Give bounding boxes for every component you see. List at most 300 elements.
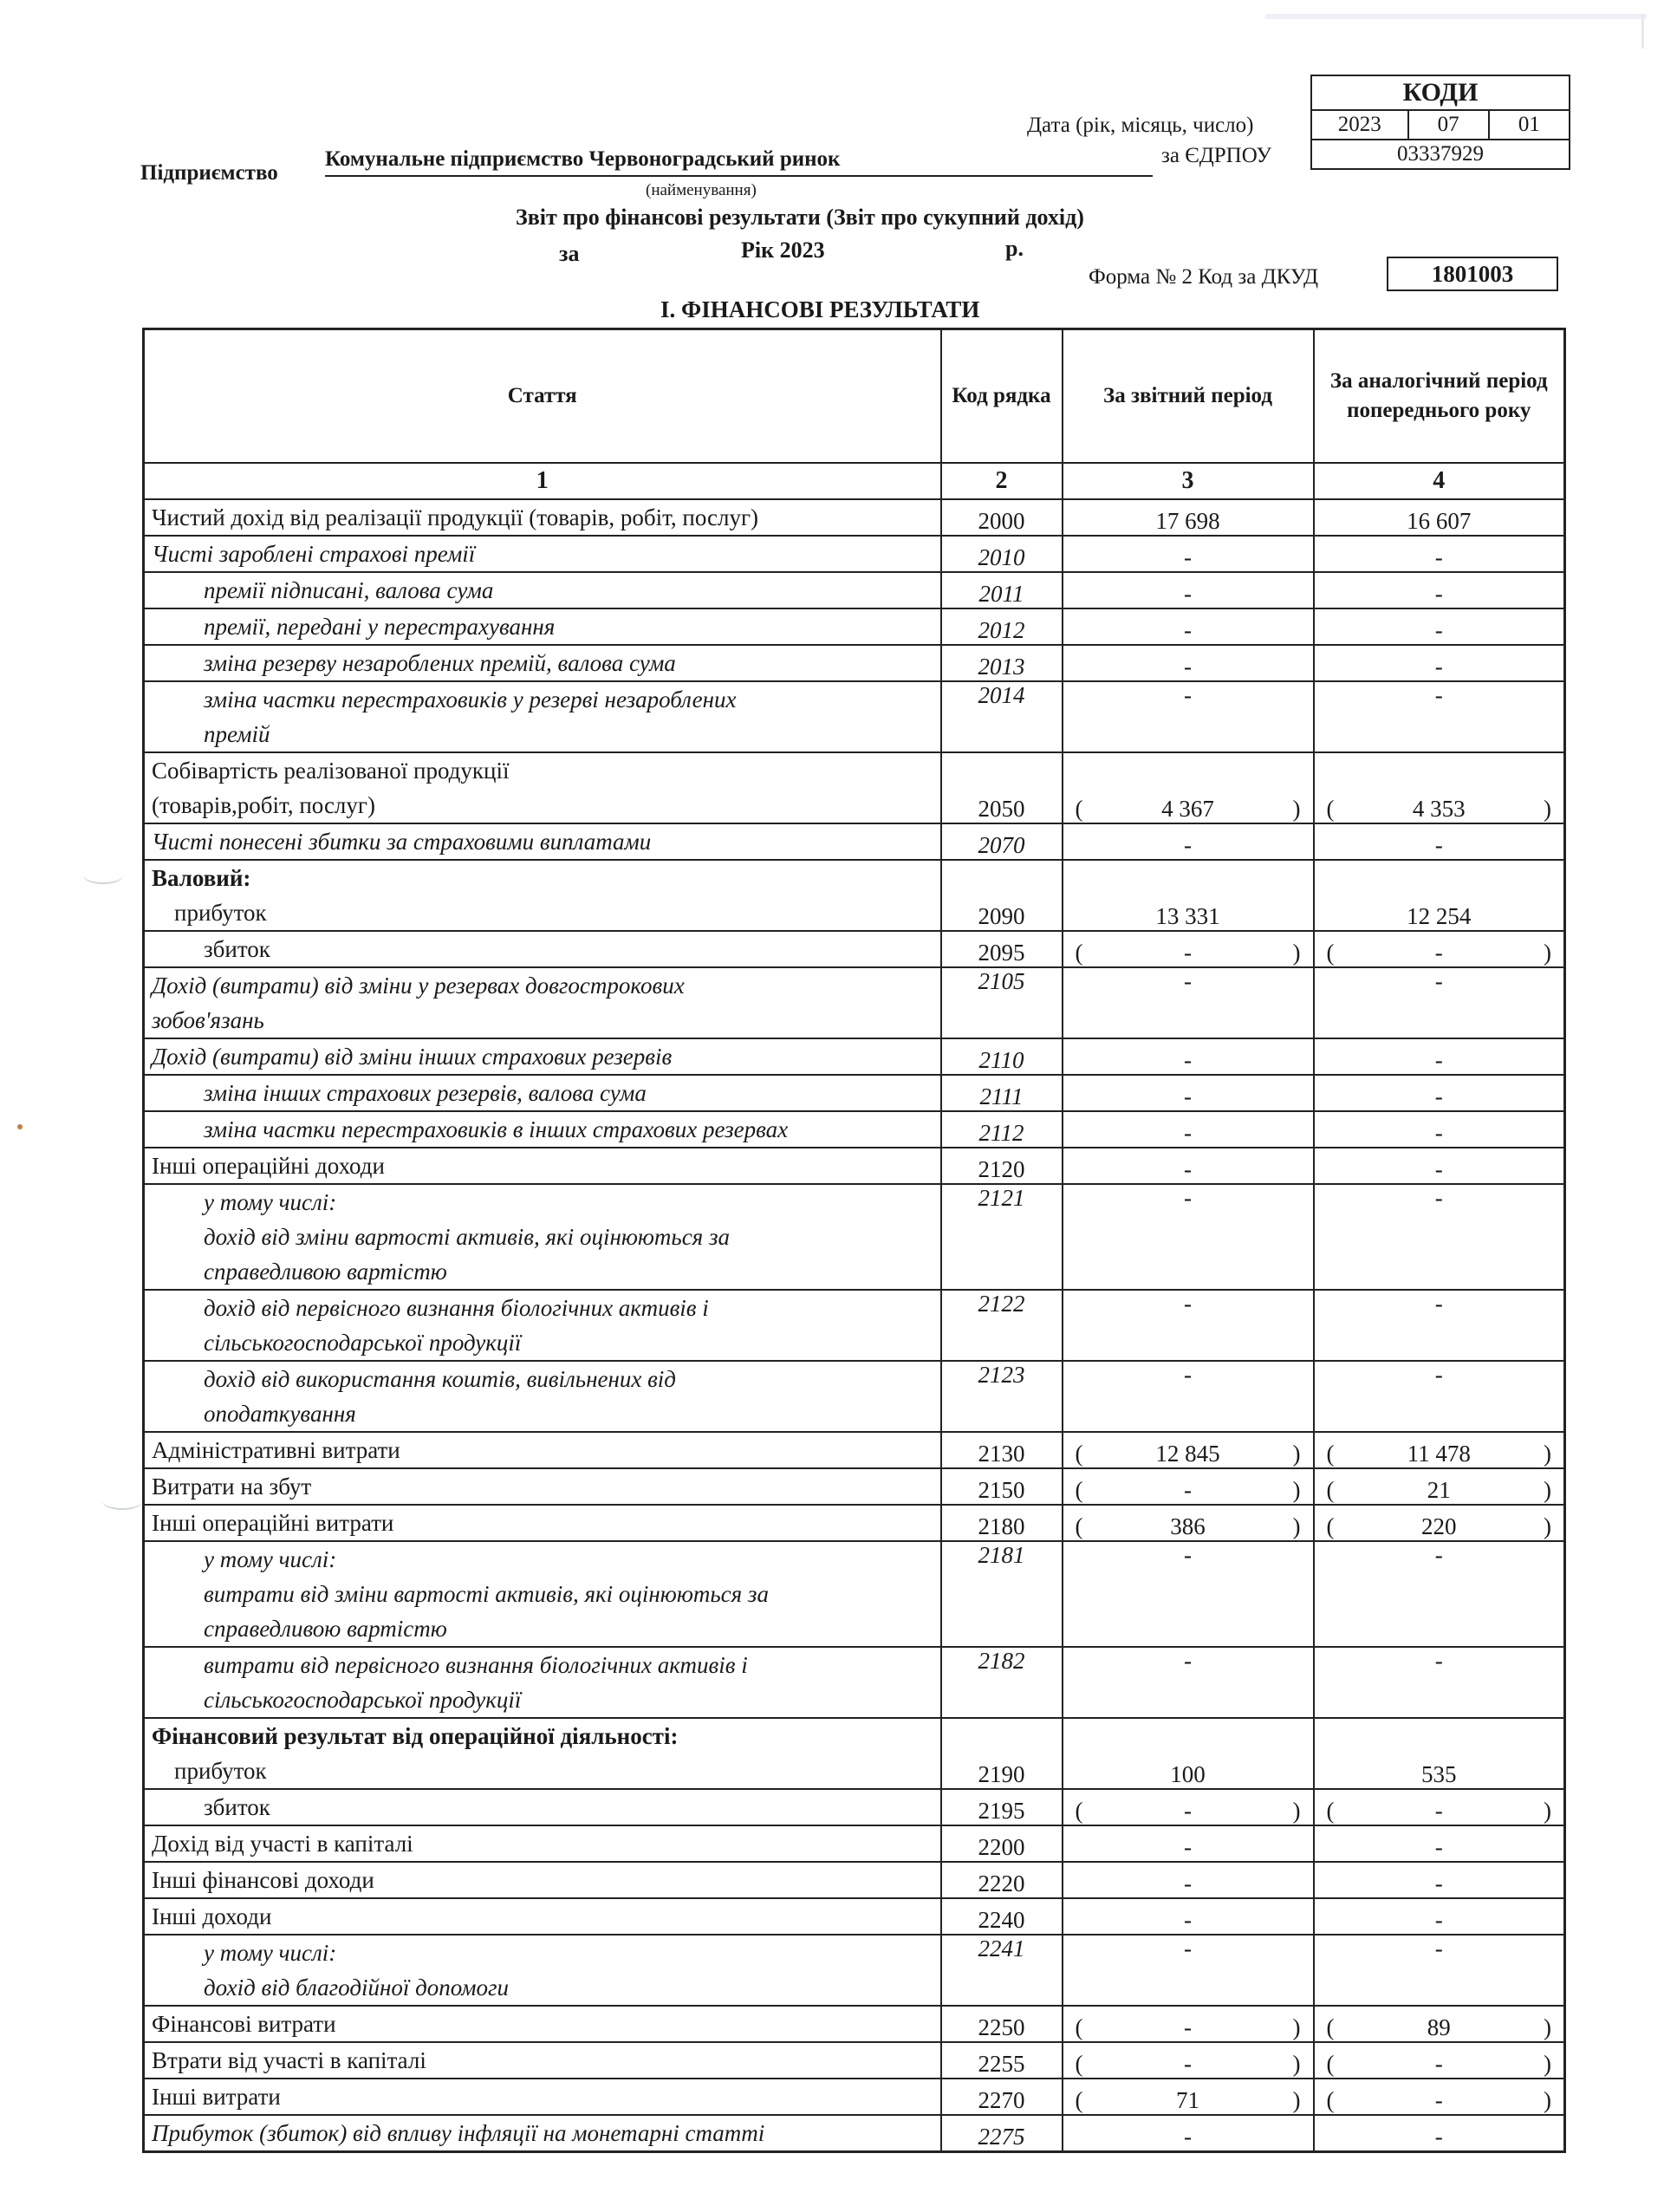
parenthesized-value	[1322, 2014, 1557, 2041]
row-code: 2190	[941, 1718, 1063, 1789]
open-paren: (	[1326, 1797, 1335, 1824]
open-paren: (	[1326, 1513, 1335, 1539]
row-article-name	[144, 499, 941, 536]
row-previous-period-value: -	[1314, 1038, 1565, 1075]
table-row	[144, 1541, 1565, 1647]
article-name-line: у тому числі:	[204, 1545, 337, 1572]
row-previous-period-value: -	[1314, 681, 1565, 752]
row-current-period-value: -	[1063, 1038, 1314, 1075]
value-text: -	[1184, 2014, 1192, 2040]
article-name-line: Чисті зароблені страхові премії	[152, 540, 476, 567]
row-code: 2105	[941, 967, 1063, 1038]
article-name-line: Дохід від участі в капіталі	[152, 1830, 413, 1857]
open-paren: (	[1075, 2050, 1083, 2077]
row-previous-period-value	[1314, 2042, 1565, 2079]
row-current-period-value	[1063, 1432, 1314, 1468]
row-code: 2000	[941, 499, 1063, 536]
table-row	[144, 860, 1565, 931]
value-text: -	[1184, 1476, 1192, 1503]
row-current-period-value: -	[1063, 1111, 1314, 1148]
row-code: 2123	[941, 1361, 1063, 1432]
row-previous-period-value: -	[1314, 536, 1565, 572]
table-row	[144, 1038, 1565, 1075]
article-name-line: витрати від зміни вартості активів, які оцінюються за	[204, 1580, 769, 1607]
close-paren: )	[1544, 2086, 1551, 2113]
parenthesized-value	[1322, 940, 1557, 966]
row-code: 2011	[941, 572, 1063, 608]
row-code: 2120	[941, 1148, 1063, 1184]
row-previous-period-value: -	[1314, 823, 1565, 860]
row-current-period-value	[1063, 931, 1314, 967]
codes-title: КОДИ	[1312, 76, 1569, 111]
edrpou-row	[1312, 140, 1569, 168]
close-paren: )	[1544, 2050, 1551, 2077]
period-prefix: за	[559, 241, 580, 266]
article-name-line: Фінансовий результат від операційної діяльності:	[152, 1722, 679, 1749]
row-current-period-value: -	[1063, 823, 1314, 860]
value-text: 89	[1427, 2014, 1451, 2040]
row-code: 2090	[941, 860, 1063, 931]
row-current-period-value: 100	[1063, 1718, 1314, 1789]
close-paren: )	[1292, 2086, 1301, 2113]
row-previous-period-value	[1314, 1789, 1565, 1825]
open-paren: (	[1075, 1440, 1083, 1467]
row-code: 2220	[941, 1862, 1063, 1898]
value-text: -	[1184, 1797, 1192, 1824]
row-current-period-value: -	[1063, 1825, 1314, 1862]
article-name-line: Втрати від участі в капіталі	[152, 2046, 426, 2073]
article-name-line: Чисті понесені збитки за страховими виплатами	[152, 828, 652, 855]
article-name-line: зміна резерву незароблених премій, валова сума	[204, 649, 676, 676]
article-name-line: Чистий дохід від реалізації продукції (товарів, робіт, послуг)	[152, 504, 759, 530]
row-current-period-value: -	[1063, 1935, 1314, 2006]
value-text: 220	[1421, 1513, 1457, 1539]
row-code: 2112	[941, 1111, 1063, 1148]
table-row	[144, 1468, 1565, 1505]
table-row	[144, 1718, 1565, 1789]
row-article-name	[144, 1038, 941, 1075]
row-current-period-value: -	[1063, 1290, 1314, 1361]
row-code: 2250	[941, 2006, 1063, 2042]
article-name-line: Дохід (витрати) від зміни у резервах довгострокових	[152, 972, 685, 999]
value-text: -	[1184, 2050, 1192, 2077]
col-number-2: 2	[941, 463, 1063, 499]
table-row	[144, 823, 1565, 860]
close-paren: )	[1292, 795, 1301, 822]
article-name-line: Валовий:	[152, 864, 251, 891]
row-article-name	[144, 1541, 941, 1647]
row-code: 2240	[941, 1898, 1063, 1935]
row-article-name	[144, 1862, 941, 1898]
article-name-line: зміна частки перестраховиків у резерві незароблених	[204, 686, 737, 712]
name-caption: (найменування)	[646, 181, 757, 199]
col-number-1: 1	[144, 463, 941, 499]
row-current-period-value: -	[1063, 1541, 1314, 1647]
column-number-row	[144, 463, 1565, 499]
row-article-name	[144, 1361, 941, 1432]
row-current-period-value	[1063, 752, 1314, 823]
row-article-name	[144, 1898, 941, 1935]
row-code: 2275	[941, 2115, 1063, 2152]
table-header-row	[144, 329, 1565, 463]
row-code: 2111	[941, 1075, 1063, 1111]
table-row	[144, 967, 1565, 1038]
article-name-line: премії, передані у перестрахування	[204, 613, 556, 640]
row-article-name	[144, 1505, 941, 1541]
row-current-period-value: -	[1063, 1361, 1314, 1432]
row-code: 2050	[941, 752, 1063, 823]
open-paren: (	[1075, 1513, 1083, 1539]
article-name-line: витрати від первісного визнання біологічних активів і	[204, 1651, 748, 1678]
parenthesized-value	[1322, 2087, 1557, 2114]
value-text: 4 367	[1161, 795, 1214, 822]
open-paren: (	[1326, 1476, 1335, 1503]
scan-edge-right	[1641, 14, 1644, 49]
value-text: 4 353	[1412, 795, 1466, 822]
table-row	[144, 931, 1565, 967]
open-paren: (	[1075, 2086, 1083, 2113]
row-article-name	[144, 1432, 941, 1468]
row-article-name	[144, 1148, 941, 1184]
value-text: -	[1434, 2086, 1443, 2113]
report-title: Звіт про фінансові результати (Звіт про сукупний дохід)	[516, 205, 1084, 230]
article-name-line: Фінансові витрати	[152, 2010, 336, 2037]
section-title: І. ФІНАНСОВІ РЕЗУЛЬТАТИ	[660, 296, 980, 322]
parenthesized-value	[1322, 1798, 1557, 1825]
table-row	[144, 2006, 1565, 2042]
row-article-name	[144, 2042, 941, 2079]
row-code: 2270	[941, 2079, 1063, 2115]
close-paren: )	[1292, 1797, 1301, 1824]
row-code: 2122	[941, 1290, 1063, 1361]
row-current-period-value: -	[1063, 967, 1314, 1038]
close-paren: )	[1544, 939, 1551, 966]
row-code: 2182	[941, 1647, 1063, 1718]
article-name-line: премії підписані, валова сума	[204, 576, 494, 603]
row-previous-period-value: -	[1314, 1935, 1565, 2006]
row-article-name	[144, 1075, 941, 1111]
table-row	[144, 536, 1565, 572]
article-name-line: прибуток	[174, 899, 267, 926]
table-row	[144, 1825, 1565, 1862]
row-article-name	[144, 1184, 941, 1290]
article-name-line: (товарів,робіт, послуг)	[152, 791, 375, 818]
row-article-name	[144, 967, 941, 1038]
article-name-line: Дохід (витрати) від зміни інших страхових резервів	[152, 1043, 673, 1070]
close-paren: )	[1544, 1513, 1551, 1539]
row-current-period-value	[1063, 2042, 1314, 2079]
open-paren: (	[1326, 1440, 1335, 1467]
parenthesized-value	[1070, 2087, 1306, 2114]
row-code: 2070	[941, 823, 1063, 860]
row-current-period-value	[1063, 1789, 1314, 1825]
row-code: 2013	[941, 645, 1063, 681]
row-code: 2241	[941, 1935, 1063, 2006]
article-name-line: дохід від використання коштів, вивільнених від	[204, 1365, 676, 1392]
open-paren: (	[1326, 795, 1335, 822]
article-name-line: Прибуток (збиток) від впливу інфляції на монетарні статті	[152, 2119, 765, 2146]
close-paren: )	[1544, 1797, 1551, 1824]
open-paren: (	[1075, 1476, 1083, 1503]
parenthesized-value	[1322, 796, 1557, 823]
table-row	[144, 1075, 1565, 1111]
article-name-line: Собівартість реалізованої продукції	[152, 757, 510, 784]
row-article-name	[144, 2115, 941, 2152]
value-text: 386	[1170, 1513, 1206, 1539]
parenthesized-value	[1322, 1477, 1557, 1504]
table-row	[144, 1935, 1565, 2006]
row-current-period-value	[1063, 1505, 1314, 1541]
table-row	[144, 1148, 1565, 1184]
open-paren: (	[1326, 2086, 1335, 2113]
close-paren: )	[1292, 1476, 1301, 1503]
row-previous-period-value	[1314, 2006, 1565, 2042]
article-name-line: премій	[204, 720, 270, 747]
close-paren: )	[1544, 795, 1551, 822]
article-name-line: у тому числі:	[204, 1188, 337, 1215]
row-article-name	[144, 572, 941, 608]
col-header-previous: За аналогічний період попереднього року	[1314, 329, 1565, 463]
row-previous-period-value: -	[1314, 967, 1565, 1038]
col-number-4: 4	[1314, 463, 1565, 499]
close-paren: )	[1292, 2014, 1301, 2040]
row-previous-period-value: -	[1314, 1111, 1565, 1148]
row-previous-period-value	[1314, 931, 1565, 967]
financial-results-table	[142, 328, 1566, 2153]
form-label: Форма № 2 Код за ДКУД	[1089, 265, 1319, 289]
parenthesized-value	[1070, 1477, 1306, 1504]
table-row	[144, 608, 1565, 645]
row-previous-period-value: -	[1314, 645, 1565, 681]
row-previous-period-value: -	[1314, 1647, 1565, 1718]
col-number-3: 3	[1063, 463, 1314, 499]
col-header-current: За звітний період	[1063, 329, 1314, 463]
margin-speck	[17, 1124, 23, 1129]
open-paren: (	[1075, 939, 1083, 966]
article-name-line: зобов'язань	[152, 1006, 264, 1033]
row-previous-period-value	[1314, 1432, 1565, 1468]
table-row	[144, 499, 1565, 536]
value-text: 71	[1176, 2086, 1199, 2113]
article-name-line: сільськогосподарської продукції	[204, 1686, 522, 1713]
date-month: 07	[1409, 111, 1490, 139]
parenthesized-value	[1070, 2051, 1306, 2078]
close-paren: )	[1292, 939, 1301, 966]
row-previous-period-value: -	[1314, 1898, 1565, 1935]
report-period: Рік 2023	[741, 237, 825, 263]
row-code: 2095	[941, 931, 1063, 967]
table-row	[144, 752, 1565, 823]
row-article-name	[144, 1825, 941, 1862]
row-article-name	[144, 1935, 941, 2006]
row-previous-period-value: -	[1314, 1290, 1565, 1361]
row-code: 2130	[941, 1432, 1063, 1468]
table-row	[144, 2079, 1565, 2115]
row-code: 2121	[941, 1184, 1063, 1290]
scan-edge-top	[1265, 14, 1647, 19]
edrpou-label: за ЄДРПОУ	[1161, 144, 1272, 167]
row-article-name	[144, 860, 941, 931]
article-name-line: збиток	[204, 1793, 270, 1820]
row-previous-period-value: -	[1314, 1361, 1565, 1432]
close-paren: )	[1544, 2014, 1551, 2040]
row-current-period-value: -	[1063, 608, 1314, 645]
table-row	[144, 1111, 1565, 1148]
article-name-line: зміна інших страхових резервів, валова сума	[204, 1079, 647, 1106]
table-row	[144, 1505, 1565, 1541]
article-name-line: оподаткування	[204, 1400, 356, 1427]
row-previous-period-value	[1314, 2079, 1565, 2115]
row-current-period-value: -	[1063, 1075, 1314, 1111]
row-current-period-value	[1063, 2079, 1314, 2115]
row-previous-period-value: 535	[1314, 1718, 1565, 1789]
article-name-line: Адміністративні витрати	[152, 1436, 400, 1463]
edrpou-code: 03337929	[1397, 142, 1484, 166]
open-paren: (	[1075, 2014, 1083, 2040]
article-name-line: справедливою вартістю	[204, 1258, 447, 1285]
row-article-name	[144, 823, 941, 860]
date-year: 2023	[1312, 111, 1409, 139]
value-text: -	[1434, 2050, 1443, 2077]
close-paren: )	[1292, 2050, 1301, 2077]
row-code: 2200	[941, 1825, 1063, 1862]
row-previous-period-value: 12 254	[1314, 860, 1565, 931]
article-name-line: Інші витрати	[152, 2083, 281, 2110]
row-article-name	[144, 1111, 941, 1148]
table-row	[144, 1290, 1565, 1361]
article-name-line: сільськогосподарської продукції	[204, 1329, 522, 1356]
row-previous-period-value: -	[1314, 1184, 1565, 1290]
period-suffix: р.	[1005, 236, 1024, 261]
value-text: -	[1434, 939, 1443, 966]
row-current-period-value: 13 331	[1063, 860, 1314, 931]
close-paren: )	[1544, 1476, 1551, 1503]
table-row	[144, 2115, 1565, 2152]
article-name-line: дохід від зміни вартості активів, які оцінюються за	[204, 1223, 731, 1250]
row-code: 2255	[941, 2042, 1063, 2079]
table-row	[144, 1647, 1565, 1718]
row-previous-period-value	[1314, 1468, 1565, 1505]
row-current-period-value: -	[1063, 572, 1314, 608]
row-previous-period-value: -	[1314, 2115, 1565, 2152]
row-previous-period-value: -	[1314, 1825, 1565, 1862]
table-row	[144, 645, 1565, 681]
row-current-period-value: -	[1063, 1184, 1314, 1290]
table-row	[144, 2042, 1565, 2079]
value-text: 21	[1427, 1476, 1451, 1503]
value-text: -	[1184, 939, 1192, 966]
row-article-name	[144, 2006, 941, 2042]
row-current-period-value: -	[1063, 645, 1314, 681]
row-code: 2150	[941, 1468, 1063, 1505]
row-article-name	[144, 536, 941, 572]
row-current-period-value: -	[1063, 1148, 1314, 1184]
open-paren: (	[1326, 939, 1335, 966]
parenthesized-value	[1322, 2051, 1557, 2078]
table-row	[144, 1898, 1565, 1935]
row-article-name	[144, 1647, 941, 1718]
article-name-line: Витрати на збут	[152, 1473, 312, 1500]
open-paren: (	[1326, 2050, 1335, 2077]
date-day: 01	[1518, 113, 1540, 136]
col-header-article: Стаття	[144, 329, 941, 463]
table-row	[144, 1862, 1565, 1898]
row-previous-period-value: -	[1314, 1148, 1565, 1184]
open-paren: (	[1075, 1797, 1083, 1824]
parenthesized-value	[1070, 1441, 1306, 1467]
article-name-line: дохід від благодійної допомоги	[204, 1974, 510, 2001]
close-paren: )	[1292, 1513, 1301, 1539]
article-name-line: Інші операційні доходи	[152, 1152, 385, 1179]
parenthesized-value	[1070, 940, 1306, 966]
row-previous-period-value: -	[1314, 1075, 1565, 1111]
table-row	[144, 1184, 1565, 1290]
article-name-line: Інші фінансові доходи	[152, 1866, 374, 1893]
row-article-name	[144, 752, 941, 823]
row-article-name	[144, 645, 941, 681]
row-article-name	[144, 1718, 941, 1789]
row-code: 2010	[941, 536, 1063, 572]
codes-box	[1310, 75, 1570, 170]
close-paren: )	[1544, 1440, 1551, 1467]
parenthesized-value	[1070, 796, 1306, 823]
parenthesized-value	[1070, 1798, 1306, 1825]
dkud-code: 1801003	[1387, 257, 1558, 291]
row-previous-period-value	[1314, 1505, 1565, 1541]
date-label: Дата (рік, місяць, число)	[1027, 114, 1254, 137]
company-label: Підприємство	[140, 161, 278, 185]
row-article-name	[144, 681, 941, 752]
row-article-name	[144, 1789, 941, 1825]
value-text: -	[1434, 1797, 1443, 1824]
col-header-code: Код рядка	[941, 329, 1063, 463]
row-current-period-value: -	[1063, 1898, 1314, 1935]
row-current-period-value: -	[1063, 681, 1314, 752]
row-previous-period-value: -	[1314, 1862, 1565, 1898]
row-current-period-value: -	[1063, 536, 1314, 572]
parenthesized-value	[1322, 1513, 1557, 1540]
row-previous-period-value	[1314, 752, 1565, 823]
table-row	[144, 1432, 1565, 1468]
table-row	[144, 1361, 1565, 1432]
punch-hole-mark-top	[83, 867, 123, 884]
article-name-line: справедливою вартістю	[204, 1615, 447, 1642]
row-code: 2110	[941, 1038, 1063, 1075]
row-code: 2012	[941, 608, 1063, 645]
article-name-line: збиток	[204, 935, 270, 962]
article-name-line: Інші операційні витрати	[152, 1509, 394, 1536]
close-paren: )	[1292, 1440, 1301, 1467]
punch-hole-mark-bottom	[102, 1493, 142, 1510]
row-current-period-value	[1063, 1468, 1314, 1505]
row-current-period-value: -	[1063, 2115, 1314, 2152]
article-name-line: прибуток	[174, 1757, 267, 1784]
row-article-name	[144, 931, 941, 967]
parenthesized-value	[1322, 1441, 1557, 1467]
article-name-line: у тому числі:	[204, 1939, 337, 1966]
row-article-name	[144, 608, 941, 645]
row-code: 2181	[941, 1541, 1063, 1647]
row-current-period-value: -	[1063, 1647, 1314, 1718]
table-row	[144, 1789, 1565, 1825]
row-code: 2180	[941, 1505, 1063, 1541]
row-article-name	[144, 1290, 941, 1361]
parenthesized-value	[1070, 1513, 1306, 1540]
value-text: 12 845	[1155, 1440, 1220, 1467]
article-name-line: Інші доходи	[152, 1903, 272, 1929]
article-name-line: дохід від первісного визнання біологічних активів і	[204, 1294, 709, 1321]
row-previous-period-value: 16 607	[1314, 499, 1565, 536]
